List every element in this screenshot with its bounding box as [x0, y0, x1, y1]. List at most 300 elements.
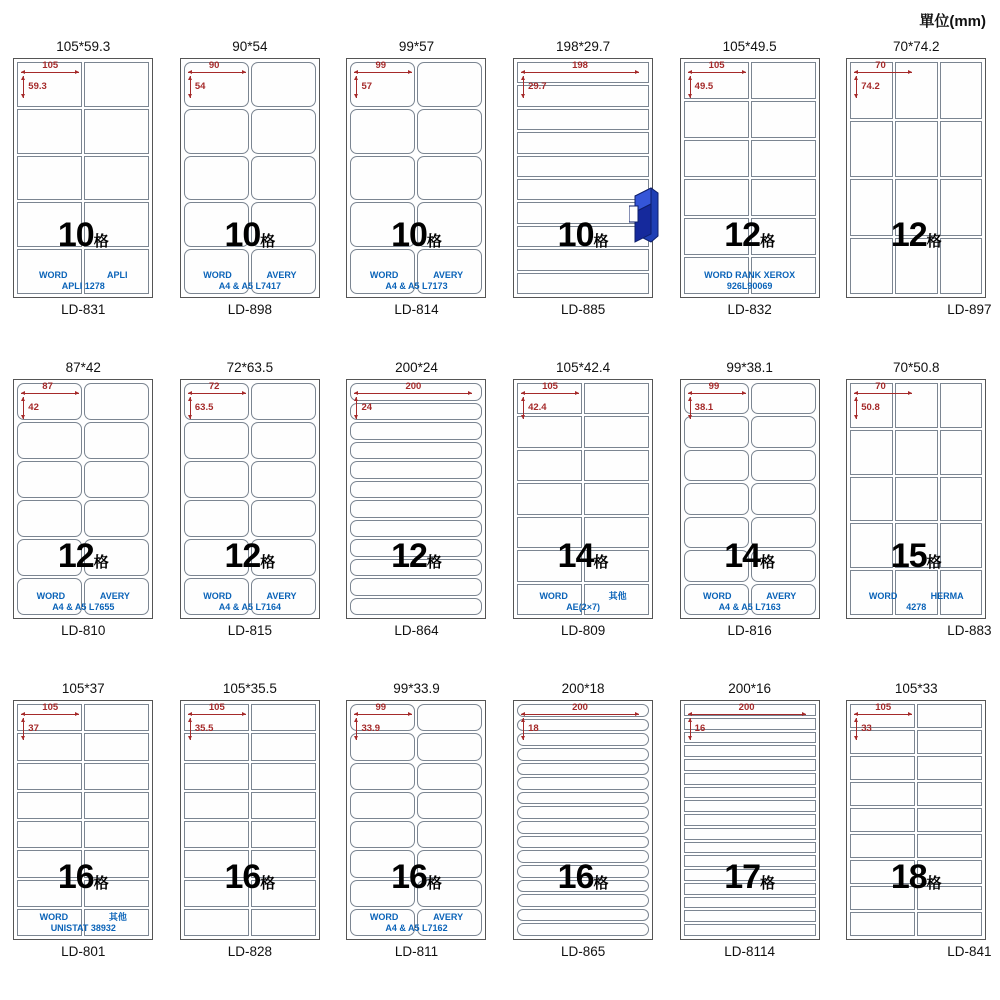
width-dim-label: 105: [42, 60, 59, 71]
label-cell: [684, 704, 816, 716]
label-cell: [517, 517, 582, 548]
label-cell: [251, 422, 316, 459]
sheet-item-ld-809[interactable]: [500, 357, 667, 678]
sheet-outline: [680, 58, 820, 298]
width-dim-label: 70: [875, 381, 886, 392]
label-cell: [850, 523, 893, 568]
label-count-suffix: 格: [260, 233, 276, 250]
label-cell: [17, 763, 82, 790]
label-cell: [84, 704, 149, 731]
unit-label: 單位(mm): [919, 13, 986, 30]
label-cell: [584, 483, 649, 514]
label-cell: [350, 442, 482, 460]
label-cell: [684, 584, 749, 615]
height-dim-label: 29.7: [528, 81, 547, 92]
label-cell: [84, 202, 149, 247]
width-dim-label: 99: [375, 702, 387, 713]
width-dim-label: 70: [875, 60, 886, 71]
sheet-outline: [13, 379, 153, 619]
compat-line1: WORD AVERY: [703, 591, 797, 601]
label-cell: [417, 202, 482, 247]
label-count-number: 14: [724, 537, 761, 575]
sheet-outline: [513, 58, 653, 298]
label-cell: [17, 733, 82, 760]
sheet-wrap: [180, 700, 320, 940]
label-cell: [684, 745, 816, 757]
label-cell: [850, 782, 915, 806]
label-cell: [17, 539, 82, 576]
label-cell: [517, 777, 649, 790]
label-cell: [184, 733, 249, 760]
label-cell: [517, 719, 649, 732]
label-count-suffix: 格: [260, 875, 276, 892]
label-cell: [850, 912, 915, 936]
label-cell: [684, 179, 749, 216]
label-cell: [517, 894, 649, 907]
sheet-outline: [180, 379, 320, 619]
label-size-caption: 200*18: [561, 681, 605, 696]
label-cell: [684, 924, 816, 936]
height-dim-label: 35.5: [194, 723, 214, 734]
grid-row: [0, 357, 1000, 678]
label-cell: [940, 430, 983, 475]
compat-line2: A4 & A5 L7162: [385, 923, 448, 933]
sheet-outline: [846, 379, 986, 619]
label-cell: [850, 430, 893, 475]
blue-box-icon: [629, 186, 659, 244]
label-cell: [184, 704, 249, 731]
sheet-item-ld-832[interactable]: [666, 36, 833, 357]
label-cell: [17, 500, 82, 537]
label-count-suffix: 格: [760, 875, 776, 892]
label-count-suffix: 格: [926, 233, 942, 250]
product-code: LD-809: [560, 623, 606, 638]
label-cell: [684, 62, 749, 99]
label-cell: [350, 520, 482, 538]
label-cell: [917, 756, 982, 780]
sheet-item-ld-898[interactable]: [167, 36, 334, 357]
label-count-suffix: 格: [93, 554, 109, 571]
label-count-suffix: 格: [93, 875, 109, 892]
sheet-item-ld-810[interactable]: [0, 357, 167, 678]
label-matrix: [514, 380, 652, 618]
label-cell: [417, 733, 482, 760]
sheet-wrap: [346, 379, 486, 619]
label-cell: [684, 883, 816, 895]
label-cell: [940, 62, 983, 119]
label-cell: [184, 461, 249, 498]
label-matrix: [514, 701, 652, 939]
label-matrix: [514, 59, 652, 297]
product-code: LD-841: [947, 944, 992, 959]
label-cell: [350, 578, 482, 596]
label-cell: [684, 869, 816, 881]
compat-line2: UNISTAT 38932: [50, 923, 116, 933]
width-dim-label: 105: [708, 60, 725, 71]
label-cell: [17, 850, 82, 877]
label-cell: [517, 550, 582, 581]
product-code: LD-828: [227, 944, 273, 959]
label-cell: [517, 584, 582, 615]
label-count-suffix: 格: [760, 233, 776, 250]
width-dim-label: 105: [42, 702, 59, 713]
sheet-item-ld-865[interactable]: [500, 678, 667, 999]
product-code: LD-831: [61, 302, 106, 317]
width-dim-label: 99: [375, 60, 387, 71]
label-cell: [417, 909, 482, 936]
sheet-item-ld-814[interactable]: [333, 36, 500, 357]
label-matrix: [14, 380, 152, 618]
label-cell: [684, 218, 749, 255]
label-cell: [350, 880, 415, 907]
label-cell: [751, 550, 816, 581]
sheet-outline: [513, 700, 653, 940]
label-cell: [184, 763, 249, 790]
label-matrix: [847, 701, 985, 939]
label-matrix: [681, 59, 819, 297]
width-dim-label: 200: [572, 702, 588, 713]
product-code: LD-811: [394, 944, 439, 959]
label-cell: [895, 179, 938, 236]
label-cell: [17, 156, 82, 201]
compat-line2: APLI 1278: [61, 281, 105, 291]
sheet-item-ld-885[interactable]: [500, 36, 667, 357]
label-cell: [184, 202, 249, 247]
label-cell: [251, 249, 316, 294]
label-cell: [251, 850, 316, 877]
height-dim-label: 63.5: [194, 402, 214, 413]
label-cell: [751, 140, 816, 177]
label-cell: [850, 808, 915, 832]
height-dim-label: 57: [361, 81, 373, 92]
label-count-number: 17: [724, 858, 761, 896]
label-cell: [184, 156, 249, 201]
sheet-outline: [180, 58, 320, 298]
label-size-caption: 90*54: [232, 39, 268, 54]
label-cell: [350, 559, 482, 577]
label-matrix: [347, 380, 485, 618]
label-cell: [751, 517, 816, 548]
label-cell: [17, 422, 82, 459]
sheet-wrap: [180, 58, 320, 298]
product-code: LD-898: [227, 302, 273, 317]
grid-row: [0, 678, 1000, 999]
label-sheet-grid: [0, 36, 1000, 999]
label-cell: [184, 500, 249, 537]
sheet-wrap: [846, 379, 986, 619]
label-count-number: 10: [391, 216, 427, 254]
sheet-outline: [13, 700, 153, 940]
label-cell: [517, 821, 649, 834]
label-cell: [850, 121, 893, 178]
label-size-caption: 200*16: [728, 681, 772, 696]
label-cell: [684, 910, 816, 922]
sheet-item-ld-831[interactable]: [0, 36, 167, 357]
sheet-outline: [346, 700, 486, 940]
label-cell: [684, 759, 816, 771]
sheet-item-ld-864[interactable]: [333, 357, 500, 678]
label-cell: [84, 850, 149, 877]
label-matrix: [181, 701, 319, 939]
sheet-item-ld-883[interactable]: [833, 357, 1000, 678]
label-cell: [84, 909, 149, 936]
label-cell: [850, 477, 893, 522]
label-cell: [184, 422, 249, 459]
label-cell: [684, 842, 816, 854]
label-count-number: 12: [890, 216, 927, 254]
label-size-caption: 99*38.1: [726, 360, 773, 375]
label-cell: [684, 828, 816, 840]
label-cell: [684, 773, 816, 785]
sheet-wrap: [513, 700, 653, 940]
label-cell: [850, 886, 915, 910]
label-cell: [251, 156, 316, 201]
sheet-item-ld-8114[interactable]: [666, 678, 833, 999]
compat-line2: A4 & A5 L7417: [218, 281, 281, 291]
label-cell: [350, 598, 482, 616]
label-count-suffix: 格: [593, 233, 609, 250]
sheet-item-ld-815[interactable]: [167, 357, 334, 678]
label-cell: [17, 821, 82, 848]
label-cell: [917, 782, 982, 806]
label-cell: [517, 704, 649, 717]
label-cell: [84, 62, 149, 107]
label-cell: [517, 923, 649, 936]
sheet-item-ld-811[interactable]: [333, 678, 500, 999]
label-cell: [684, 483, 749, 514]
label-cell: [417, 704, 482, 731]
sheet-outline: [513, 379, 653, 619]
label-cell: [84, 539, 149, 576]
label-cell: [684, 732, 816, 744]
label-count-number: 12: [391, 537, 427, 575]
label-size-caption: 105*35.5: [222, 681, 277, 696]
label-cell: [517, 132, 649, 153]
product-code: LD-814: [394, 302, 439, 317]
label-count-suffix: 格: [93, 233, 109, 250]
label-size-caption: 200*24: [395, 360, 438, 375]
label-cell: [895, 430, 938, 475]
label-cell: [350, 156, 415, 201]
label-cell: [751, 584, 816, 615]
label-cell: [751, 416, 816, 447]
compat-line1: WORD 其他: [539, 591, 627, 601]
label-cell: [350, 539, 482, 557]
label-size-caption: 105*49.5: [722, 39, 777, 54]
label-count-number: 14: [557, 537, 594, 575]
product-code: LD-883: [947, 623, 992, 638]
label-cell: [517, 792, 649, 805]
label-matrix: [847, 59, 985, 297]
label-cell: [184, 539, 249, 576]
label-cell: [417, 249, 482, 294]
label-cell: [184, 792, 249, 819]
compat-line1: WORD 其他: [39, 912, 127, 922]
label-cell: [850, 570, 893, 615]
compat-line1: WORD AVERY: [36, 591, 130, 601]
label-cell: [917, 834, 982, 858]
label-cell: [17, 578, 82, 615]
label-count-number: 18: [890, 858, 927, 896]
sheet-wrap: [846, 700, 986, 940]
width-dim-label: 105: [875, 702, 892, 713]
sheet-wrap: [513, 379, 653, 619]
label-cell: [84, 109, 149, 154]
label-cell: [17, 909, 82, 936]
label-cell: [184, 249, 249, 294]
label-cell: [850, 756, 915, 780]
label-cell: [251, 733, 316, 760]
product-code: LD-810: [61, 623, 106, 638]
label-cell: [350, 763, 415, 790]
sheet-wrap: [13, 379, 153, 619]
label-cell: [517, 806, 649, 819]
sheet-item-ld-801[interactable]: [0, 678, 167, 999]
label-cell: [17, 383, 82, 420]
width-dim-label: 105: [542, 381, 558, 392]
label-cell: [184, 821, 249, 848]
label-count-suffix: 格: [426, 875, 442, 892]
label-cell: [751, 101, 816, 138]
label-matrix: [14, 701, 152, 939]
label-cell: [684, 787, 816, 799]
label-cell: [84, 821, 149, 848]
label-cell: [517, 249, 649, 270]
height-dim-label: 49.5: [694, 81, 714, 92]
label-cell: [517, 273, 649, 294]
label-cell: [517, 109, 649, 130]
sheet-outline: [846, 700, 986, 940]
label-count-suffix: 格: [426, 554, 442, 571]
sheet-wrap: [180, 379, 320, 619]
label-cell: [84, 792, 149, 819]
label-cell: [251, 821, 316, 848]
label-matrix: [181, 59, 319, 297]
label-cell: [350, 422, 482, 440]
label-cell: [251, 109, 316, 154]
label-cell: [417, 821, 482, 848]
label-cell: [251, 704, 316, 731]
label-matrix: [847, 380, 985, 618]
width-dim-label: 87: [42, 381, 53, 392]
label-cell: [417, 850, 482, 877]
label-cell: [751, 257, 816, 294]
sheet-wrap: [513, 58, 653, 298]
height-dim-label: 74.2: [861, 81, 880, 92]
label-cell: [850, 62, 893, 119]
height-dim-label: 33: [861, 723, 872, 734]
label-cell: [350, 500, 482, 518]
width-dim-label: 72: [208, 381, 220, 392]
label-matrix: [181, 380, 319, 618]
label-cell: [517, 483, 582, 514]
label-cell: [751, 383, 816, 414]
label-cell: [584, 416, 649, 447]
height-dim-label: 24: [361, 402, 373, 413]
height-dim-label: 50.8: [861, 402, 880, 413]
compat-line1: WORD RANK XEROX: [704, 270, 796, 280]
label-cell: [184, 109, 249, 154]
label-cell: [684, 855, 816, 867]
label-cell: [350, 383, 482, 401]
label-cell: [251, 763, 316, 790]
label-cell: [184, 909, 249, 936]
compat-line2: A4 & A5 L7173: [385, 281, 448, 291]
label-cell: [584, 517, 649, 548]
label-matrix: [681, 380, 819, 618]
product-code: LD-801: [61, 944, 106, 959]
label-count-number: 10: [57, 216, 94, 254]
label-cell: [517, 880, 649, 893]
label-cell: [517, 850, 649, 863]
sheet-outline: [846, 58, 986, 298]
label-cell: [17, 202, 82, 247]
height-dim-label: 59.3: [28, 81, 47, 92]
label-matrix: [347, 701, 485, 939]
compat-line2: 4278: [906, 602, 927, 612]
label-cell: [850, 834, 915, 858]
label-cell: [850, 383, 893, 428]
label-size-caption: 99*33.9: [393, 681, 440, 696]
label-size-caption: 105*59.3: [56, 39, 111, 54]
label-cell: [251, 461, 316, 498]
label-size-caption: 105*42.4: [556, 360, 611, 375]
label-cell: [17, 704, 82, 731]
label-count-suffix: 格: [593, 554, 609, 571]
height-dim-label: 18: [528, 723, 539, 734]
label-cell: [17, 792, 82, 819]
sheet-item-ld-841[interactable]: [833, 678, 1000, 999]
label-cell: [251, 202, 316, 247]
label-cell: [350, 202, 415, 247]
sheet-item-ld-897[interactable]: [833, 36, 1000, 357]
compat-line2: A4 & A5 L7164: [218, 602, 281, 612]
label-cell: [940, 383, 983, 428]
label-cell: [850, 730, 915, 754]
compat-line2: AE(2×7): [566, 602, 600, 612]
label-cell: [684, 517, 749, 548]
label-size-caption: 70*74.2: [892, 39, 940, 54]
height-dim-label: 37: [28, 723, 39, 734]
label-cell: [251, 62, 316, 107]
sheet-outline: [13, 58, 153, 298]
label-cell: [940, 523, 983, 568]
sheet-wrap: [13, 700, 153, 940]
sheet-wrap: [13, 58, 153, 298]
sheet-wrap: [346, 58, 486, 298]
label-size-caption: 72*63.5: [226, 360, 274, 375]
label-cell: [350, 909, 415, 936]
product-code: LD-897: [947, 302, 992, 317]
label-size-caption: 105*33: [894, 681, 938, 696]
label-cell: [917, 912, 982, 936]
label-cell: [251, 880, 316, 907]
label-cell: [251, 383, 316, 420]
sheet-item-ld-816[interactable]: [666, 357, 833, 678]
label-cell: [517, 383, 582, 414]
label-cell: [517, 85, 649, 106]
sheet-outline: [346, 58, 486, 298]
sheet-item-ld-828[interactable]: [167, 678, 334, 999]
label-cell: [850, 238, 893, 295]
label-cell: [895, 238, 938, 295]
label-cell: [350, 850, 415, 877]
label-cell: [684, 257, 749, 294]
product-code: LD-885: [560, 302, 606, 317]
label-count-number: 16: [224, 858, 261, 896]
label-cell: [350, 62, 415, 107]
label-cell: [84, 249, 149, 294]
